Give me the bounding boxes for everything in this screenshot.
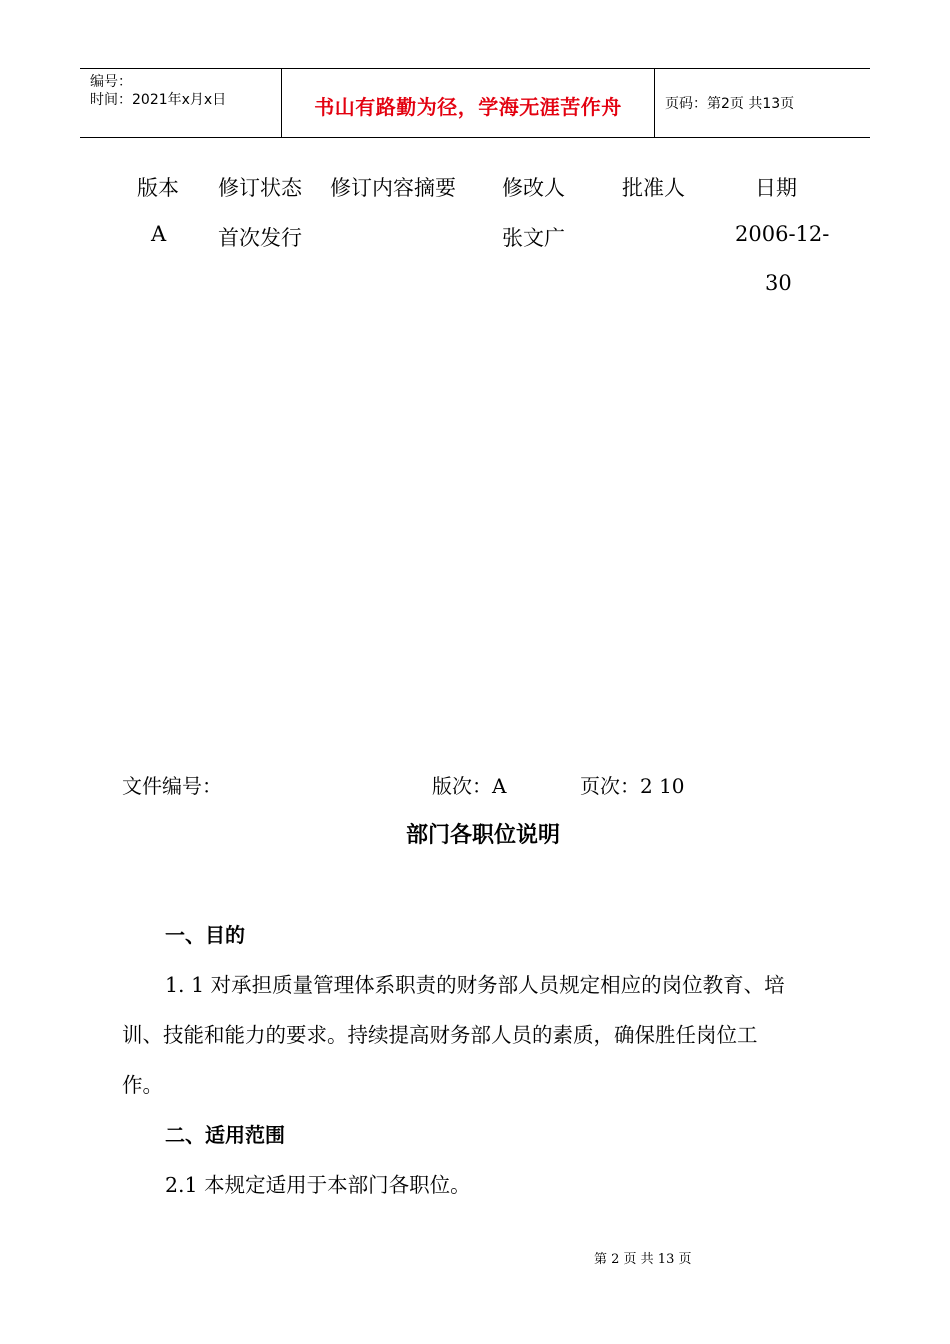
header-motto: 书山有路勤为径，学海无涯苦作舟 [314, 95, 622, 119]
header-page-info: 页码：第2页 共13页 [665, 96, 795, 112]
section-heading-purpose: 一、目的 [165, 923, 245, 947]
rev-header-summary: 修订内容摘要 [330, 176, 456, 200]
rev-header-date: 日期 [755, 176, 797, 200]
document-number-label: 编号： [90, 74, 132, 90]
rev-header-approver: 批准人 [622, 176, 685, 200]
paragraph-line: 作。 [122, 1073, 163, 1097]
paragraph-line: 训、技能和能力的要求。持续提高财务部人员的素质，确保胜任岗位工 [122, 1023, 758, 1047]
section-heading-scope: 二、适用范围 [165, 1123, 285, 1147]
rev-header-editor: 修改人 [502, 176, 565, 200]
document-title: 部门各职位说明 [405, 823, 560, 848]
rev-header-status: 修订状态 [218, 176, 302, 200]
rev-row-date-line2: 30 [765, 271, 792, 295]
page-footer: 第 2 页 共 13 页 [594, 1252, 692, 1267]
header-center-cell [282, 69, 655, 137]
rev-row-date-line1: 2006-12- [735, 222, 830, 246]
rev-row-editor: 张文广 [502, 226, 565, 250]
rev-row-version: A [151, 222, 167, 246]
edition-label: 版次：A [432, 774, 507, 798]
header-left-cell [80, 69, 282, 137]
document-time-label: 时间：2021年x月x日 [90, 92, 227, 108]
rev-header-version: 版本 [137, 176, 179, 200]
page-header [80, 68, 870, 138]
file-number-label: 文件编号： [122, 774, 222, 798]
header-right-cell [655, 69, 870, 137]
rev-row-status: 首次发行 [218, 226, 302, 250]
paragraph-line: 1. 1 对承担质量管理体系职责的财务部人员规定相应的岗位教育、培 [165, 973, 785, 997]
page-count-label: 页次：2 10 [580, 774, 685, 798]
paragraph-line: 2.1 本规定适用于本部门各职位。 [165, 1173, 471, 1197]
